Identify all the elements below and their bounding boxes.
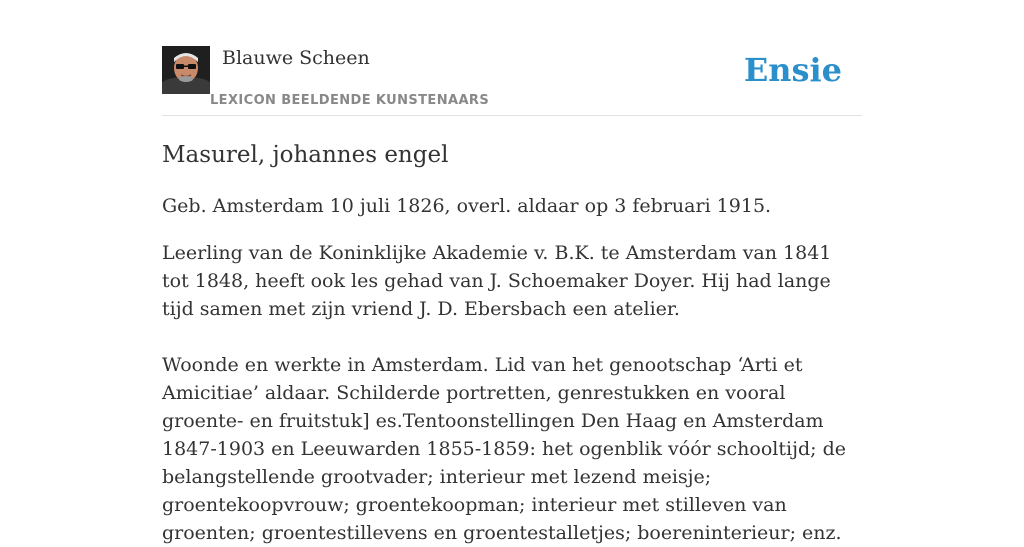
article-title: Masurel, johannes engel [162, 142, 449, 168]
ensie-logo[interactable]: Ensie [743, 51, 842, 89]
article-paragraph: Woonde en werkte in Amsterdam. Lid van het genootschap ‘Arti et Amicitiae’ aldaar. Schilderde portretten, genrestukken en vooral groente- en fruitstuk] es.Tentoonstellingen Den Haag en Amsterdam 1847-1903 en Leeuwarden 1855-1859: het ogenblik vóór schooltijd; de belangstellende grootvader; interieur met lezend meisje; groentekoopvrouw; groentekoopman; interieur met stilleven van groenten; groentestillevens en groentestalletjes; boereninterieur; enz. [162, 354, 846, 544]
avatar-portrait-icon [162, 46, 210, 94]
article [162, 138, 862, 547]
author-name[interactable]: Blauwe Scheen [222, 47, 370, 69]
article-paragraph: Leerling van de Koninklijke Akademie v. B.K. te Amsterdam van 1841 tot 1848, heeft ook les gehad van J. Schoemaker Doyer. Hij had lange tijd samen met zijn vriend J. D. Ebersbach een atelier. [162, 242, 832, 320]
article-paragraph: Geb. Amsterdam 10 juli 1826, overl. aldaar op 3 februari 1915. [162, 195, 772, 217]
header [162, 46, 862, 116]
author-avatar[interactable] [162, 46, 210, 94]
collection-link[interactable]: LEXICON BEELDENDE KUNSTENAARS [210, 93, 490, 108]
